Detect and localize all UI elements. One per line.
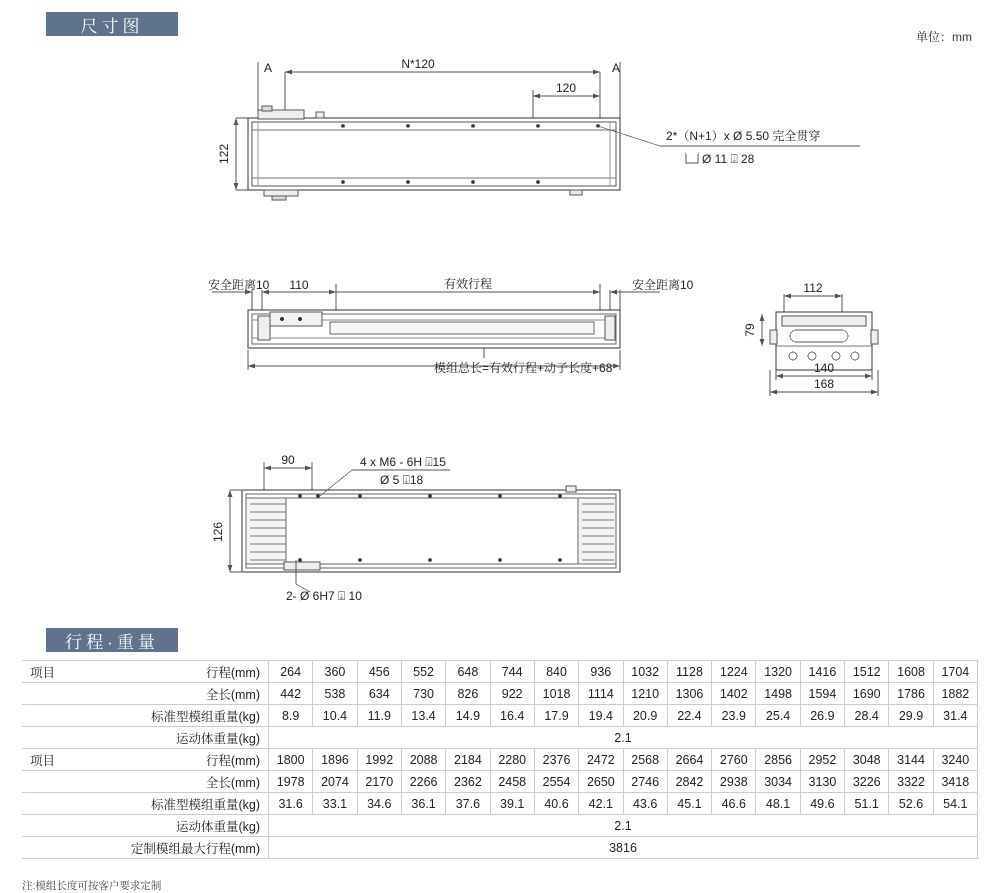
- table-row: [22, 705, 978, 727]
- cell: 456: [357, 661, 401, 683]
- cell: 936: [579, 661, 623, 683]
- cell: 2568: [623, 749, 667, 771]
- row-label-item: 项目: [30, 666, 56, 680]
- cell: 19.4: [579, 705, 623, 727]
- label-safe-left: 安全距离10: [208, 278, 270, 292]
- cell: 648: [446, 661, 490, 683]
- cell: 3048: [845, 749, 889, 771]
- cell: 51.1: [845, 793, 889, 815]
- cell: 16.4: [490, 705, 534, 727]
- row-header-item-stroke-2: [22, 749, 269, 771]
- label-168: 168: [813, 377, 835, 391]
- cell: 1512: [845, 661, 889, 683]
- cell: 31.4: [933, 705, 977, 727]
- cell: 2458: [490, 771, 534, 793]
- section-title-stroke-weight: 行程·重量: [42, 624, 182, 656]
- cell: 2856: [756, 749, 800, 771]
- cell: 1704: [933, 661, 977, 683]
- cell: 28.4: [845, 705, 889, 727]
- cell: 744: [490, 661, 534, 683]
- table-row: [22, 771, 978, 793]
- label-110: 110: [289, 278, 309, 292]
- callout-dowel-pin: 2- Ø 6H7 ⍗ 10: [286, 589, 362, 603]
- label-90: 90: [281, 453, 295, 467]
- cell: 264: [269, 661, 313, 683]
- cell: 49.6: [800, 793, 844, 815]
- cell: 13.4: [401, 705, 445, 727]
- label-112: 112: [803, 281, 823, 295]
- cell: 37.6: [446, 793, 490, 815]
- table-row: [22, 683, 978, 705]
- cell: 2280: [490, 749, 534, 771]
- row-label-full-length: 全长(mm): [22, 683, 269, 705]
- cell: 3322: [889, 771, 933, 793]
- cell: 3144: [889, 749, 933, 771]
- cell: 22.4: [667, 705, 711, 727]
- cell: 34.6: [357, 793, 401, 815]
- callout-through-hole: 2*（N+1）x Ø 5.50 完全贯穿: [666, 129, 821, 143]
- cell: 3130: [800, 771, 844, 793]
- cell: 2170: [357, 771, 401, 793]
- cell: 26.9: [800, 705, 844, 727]
- row-label-stroke-2: 行程(mm): [205, 754, 260, 768]
- label-pitch-120: 120: [555, 81, 577, 95]
- table-row: [22, 793, 978, 815]
- table-row: [22, 661, 978, 683]
- cell: 2664: [667, 749, 711, 771]
- callout-m6-tap: 4 x M6 - 6H ⍗15: [360, 455, 446, 469]
- cell: 2472: [579, 749, 623, 771]
- cell: 1882: [933, 683, 977, 705]
- cell: 40.6: [534, 793, 578, 815]
- cell: 2376: [534, 749, 578, 771]
- label-n120: N*120: [401, 57, 435, 71]
- cell: 552: [401, 661, 445, 683]
- cell: 2842: [667, 771, 711, 793]
- callout-drill5: Ø 5 ⍗18: [380, 473, 424, 487]
- cell: 52.6: [889, 793, 933, 815]
- cell: 1416: [800, 661, 844, 683]
- cell: 43.6: [623, 793, 667, 815]
- table-row: [22, 749, 978, 771]
- row-header-item-stroke-1: [22, 661, 269, 683]
- cell: 538: [313, 683, 357, 705]
- cell: 29.9: [889, 705, 933, 727]
- cell-custom-max: 3816: [269, 837, 978, 859]
- cell: 1018: [534, 683, 578, 705]
- cell-mover-weight-2: 2.1: [269, 815, 978, 837]
- label-height-122: 122: [217, 143, 231, 165]
- cell: 2746: [623, 771, 667, 793]
- cell: 2074: [313, 771, 357, 793]
- row-label-module-weight: 标准型模组重量(kg): [22, 705, 269, 727]
- label-total-length: 模组总长=有效行程+动子长度+68: [434, 361, 613, 375]
- cell: 1128: [667, 661, 711, 683]
- cell: 1800: [269, 749, 313, 771]
- table-row: [22, 727, 978, 749]
- cell: 3034: [756, 771, 800, 793]
- cell: 1594: [800, 683, 844, 705]
- cell: 840: [534, 661, 578, 683]
- cell: 1306: [667, 683, 711, 705]
- cell: 33.1: [313, 793, 357, 815]
- cell: 46.6: [712, 793, 756, 815]
- cell: 39.1: [490, 793, 534, 815]
- cell: 1224: [712, 661, 756, 683]
- cell: 10.4: [313, 705, 357, 727]
- label-safe-right: 安全距离10: [632, 278, 694, 292]
- cell: 1978: [269, 771, 313, 793]
- cell: 1032: [623, 661, 667, 683]
- cell: 1608: [889, 661, 933, 683]
- cell: 360: [313, 661, 357, 683]
- cell: 25.4: [756, 705, 800, 727]
- row-label-item-2: 项目: [30, 754, 56, 768]
- label-79: 79: [743, 323, 757, 337]
- cell: 2362: [446, 771, 490, 793]
- cell: 1114: [579, 683, 623, 705]
- label-A-right: A: [612, 61, 621, 75]
- table-row: [22, 837, 978, 859]
- cell: 2266: [401, 771, 445, 793]
- cell: 2554: [534, 771, 578, 793]
- cell: 1498: [756, 683, 800, 705]
- label-126: 126: [211, 521, 225, 543]
- cell: 45.1: [667, 793, 711, 815]
- cell-mover-weight-1: 2.1: [269, 727, 978, 749]
- cell: 20.9: [623, 705, 667, 727]
- callout-counterbore: Ø 11 ⍗ 28: [702, 152, 755, 166]
- label-effective-stroke: 有效行程: [443, 277, 493, 291]
- cell: 1210: [623, 683, 667, 705]
- cell: 1690: [845, 683, 889, 705]
- cell: 2938: [712, 771, 756, 793]
- row-label-full-length-2: 全长(mm): [22, 771, 269, 793]
- cell: 36.1: [401, 793, 445, 815]
- cell: 826: [446, 683, 490, 705]
- stroke-weight-table: [22, 660, 978, 859]
- cell: 1786: [889, 683, 933, 705]
- cell: 634: [357, 683, 401, 705]
- cell: 14.9: [446, 705, 490, 727]
- row-label-mover-weight-2: 运动体重量(kg): [22, 815, 269, 837]
- cell: 922: [490, 683, 534, 705]
- label-140: 140: [813, 361, 835, 375]
- cell: 3418: [933, 771, 977, 793]
- cell: 23.9: [712, 705, 756, 727]
- cell: 2952: [800, 749, 844, 771]
- row-label-stroke: 行程(mm): [205, 666, 260, 680]
- cell: 730: [401, 683, 445, 705]
- row-label-mover-weight: 运动体重量(kg): [22, 727, 269, 749]
- cell: 8.9: [269, 705, 313, 727]
- cell: 3226: [845, 771, 889, 793]
- cell: 2760: [712, 749, 756, 771]
- cell: 1320: [756, 661, 800, 683]
- table-row: [22, 815, 978, 837]
- unit-note: 单位：mm: [916, 30, 972, 44]
- cell: 11.9: [357, 705, 401, 727]
- cell: 17.9: [534, 705, 578, 727]
- section-title-dimension: 尺寸图: [42, 8, 182, 40]
- cell: 1402: [712, 683, 756, 705]
- cell: 1992: [357, 749, 401, 771]
- cell: 1896: [313, 749, 357, 771]
- cell: 3240: [933, 749, 977, 771]
- cell: 2650: [579, 771, 623, 793]
- cell: 31.6: [269, 793, 313, 815]
- label-A-left: A: [264, 61, 273, 75]
- footnote: 注:模组长度可按客户要求定制: [22, 880, 162, 892]
- row-label-module-weight-2: 标准型模组重量(kg): [22, 793, 269, 815]
- cell: 48.1: [756, 793, 800, 815]
- cell: 42.1: [579, 793, 623, 815]
- cell: 442: [269, 683, 313, 705]
- cell: 54.1: [933, 793, 977, 815]
- row-label-custom-max: 定制模组最大行程(mm): [22, 837, 269, 859]
- cell: 2088: [401, 749, 445, 771]
- cell: 2184: [446, 749, 490, 771]
